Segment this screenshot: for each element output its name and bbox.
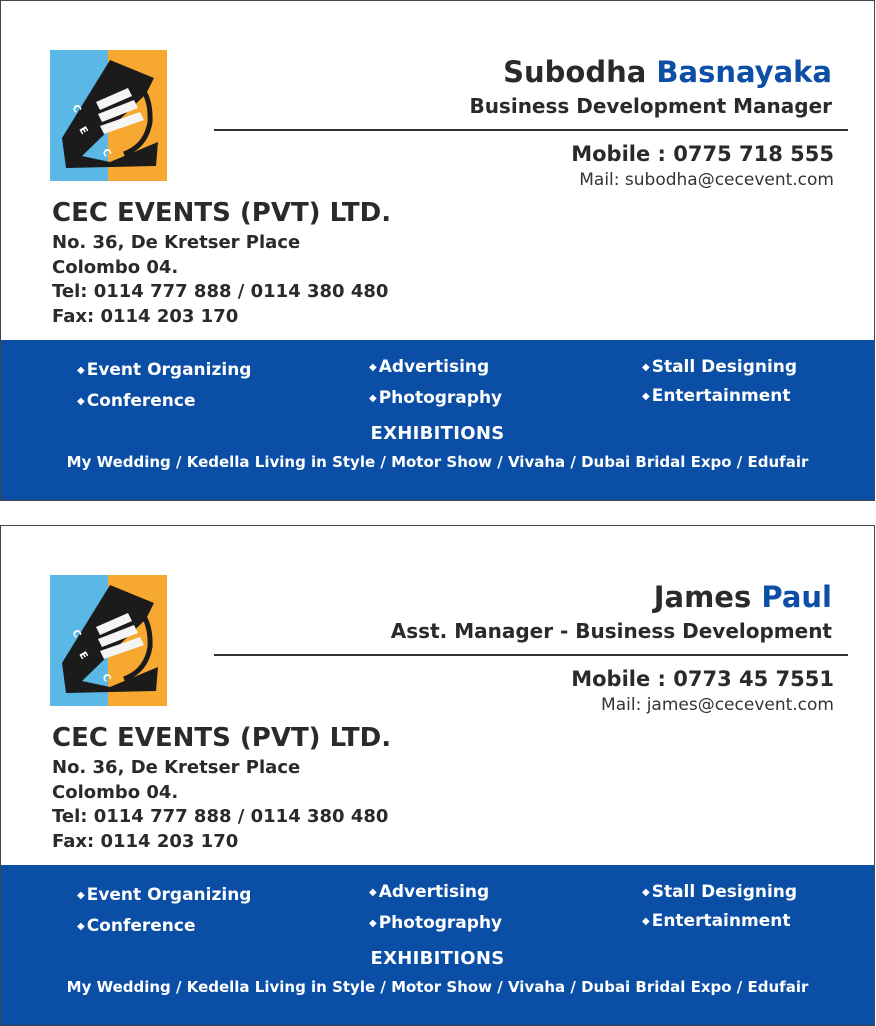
- svg-text:C: C: [69, 628, 83, 640]
- diamond-bullet-icon: ◆: [642, 391, 650, 402]
- service-item: ◆ Advertising: [369, 357, 490, 377]
- divider-line: [214, 129, 848, 131]
- services-band: [1, 340, 874, 500]
- service-item: ◆ Event Organizing: [77, 360, 252, 380]
- address-line-1: No. 36, De Kretser Place: [52, 232, 301, 253]
- job-title: Asst. Manager - Business Development: [390, 619, 832, 643]
- diamond-bullet-icon: ◆: [77, 365, 85, 376]
- service-item: ◆ Photography: [369, 388, 503, 408]
- last-name: Basnayaka: [656, 55, 832, 89]
- business-card-2: [0, 525, 875, 1026]
- service-item: ◆ Photography: [369, 913, 503, 933]
- svg-text:C: C: [99, 672, 113, 684]
- service-item: ◆ Stall Designing: [642, 357, 798, 377]
- address-line-2: Colombo 04.: [52, 781, 179, 803]
- diamond-bullet-icon: ◆: [77, 396, 85, 407]
- service-item: ◆ Conference: [77, 391, 196, 411]
- email-address: Mail: subodha@cecevent.com: [579, 170, 834, 190]
- cec-logo-icon: [50, 575, 167, 706]
- company-name: CEC EVENTS (PVT) LTD.: [52, 198, 392, 228]
- svg-text:E: E: [76, 650, 90, 662]
- exhibitions-title: EXHIBITIONS: [370, 423, 505, 444]
- divider-line: [214, 654, 848, 656]
- address-line-1: No. 36, De Kretser Place: [52, 757, 301, 778]
- service-item: ◆ Entertainment: [642, 386, 791, 406]
- cec-logo: [50, 575, 167, 706]
- job-title: Business Development Manager: [469, 94, 832, 118]
- person-name: [391, 580, 832, 614]
- services-band: [1, 865, 874, 1025]
- service-item: ◆ Stall Designing: [642, 882, 798, 902]
- svg-text:C: C: [69, 103, 83, 115]
- diamond-bullet-icon: ◆: [77, 890, 85, 901]
- fax: Fax: 0114 203 170: [52, 305, 239, 327]
- first-name: James: [653, 580, 752, 614]
- address-line-2: Colombo 04.: [52, 256, 179, 278]
- mobile-number: Mobile : 0775 718 555: [571, 142, 834, 166]
- cec-logo: [50, 50, 167, 181]
- service-item: ◆ Entertainment: [642, 911, 791, 931]
- svg-text:C: C: [99, 147, 113, 159]
- business-card-1: [0, 0, 875, 501]
- company-name: CEC EVENTS (PVT) LTD.: [52, 723, 392, 753]
- contact-block: [571, 140, 834, 192]
- last-name: Paul: [761, 580, 832, 614]
- telephone: Tel: 0114 777 888 / 0114 380 480: [52, 806, 389, 827]
- service-item: ◆ Conference: [77, 916, 196, 936]
- diamond-bullet-icon: ◆: [77, 921, 85, 932]
- service-item: ◆ Event Organizing: [77, 885, 252, 905]
- exhibitions-list: My Wedding / Kedella Living in Style / Motor Show / Vivaha / Dubai Bridal Expo / Edufair: [66, 978, 809, 996]
- telephone: Tel: 0114 777 888 / 0114 380 480: [52, 281, 389, 302]
- diamond-bullet-icon: ◆: [369, 887, 377, 898]
- fax: Fax: 0114 203 170: [52, 830, 239, 852]
- diamond-bullet-icon: ◆: [369, 393, 377, 404]
- company-block: [52, 722, 391, 854]
- company-block: [52, 197, 391, 329]
- diamond-bullet-icon: ◆: [642, 887, 650, 898]
- cec-logo-icon: [50, 50, 167, 181]
- contact-block: [571, 665, 834, 717]
- email-address: Mail: james@cecevent.com: [601, 695, 834, 715]
- person-block: [469, 55, 832, 119]
- exhibitions-list: My Wedding / Kedella Living in Style / Motor Show / Vivaha / Dubai Bridal Expo / Edufair: [66, 453, 809, 471]
- exhibitions-title: EXHIBITIONS: [370, 948, 505, 969]
- diamond-bullet-icon: ◆: [642, 362, 650, 373]
- diamond-bullet-icon: ◆: [642, 916, 650, 927]
- service-item: ◆ Advertising: [369, 882, 490, 902]
- person-block: [391, 580, 832, 644]
- first-name: Subodha: [503, 55, 647, 89]
- person-name: [469, 55, 832, 89]
- mobile-number: Mobile : 0773 45 7551: [571, 667, 834, 691]
- diamond-bullet-icon: ◆: [369, 918, 377, 929]
- svg-text:E: E: [76, 125, 90, 137]
- diamond-bullet-icon: ◆: [369, 362, 377, 373]
